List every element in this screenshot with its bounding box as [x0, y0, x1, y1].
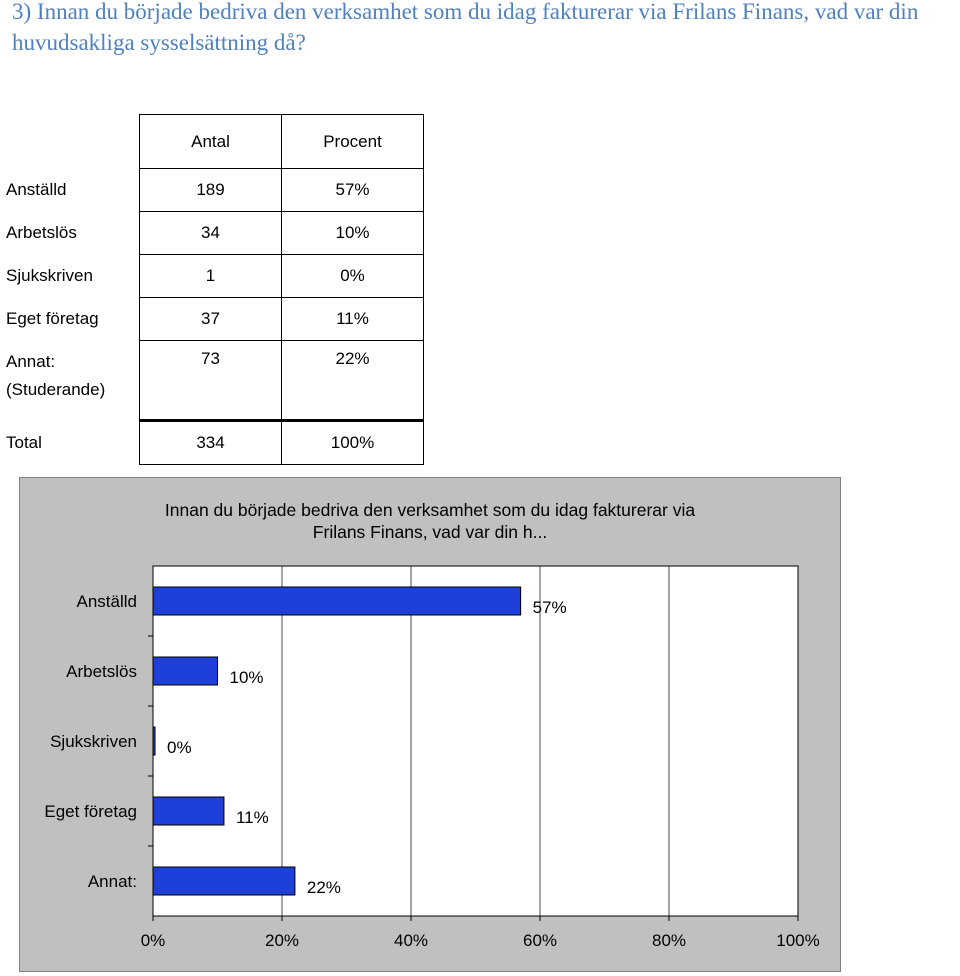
x-tick-label: 100%	[776, 931, 820, 950]
header-empty-cell	[6, 115, 140, 169]
row-label-line1: Annat:	[6, 351, 56, 371]
row-label: Anställd	[6, 169, 140, 212]
table-row	[6, 212, 424, 255]
row-label-line2: (Studerande)	[6, 379, 106, 399]
row-procent: 10%	[282, 212, 424, 255]
row-procent: 22%	[282, 341, 424, 421]
results-table	[6, 114, 424, 465]
table-row	[6, 255, 424, 298]
data-label: 11%	[235, 808, 269, 827]
data-label: 22%	[306, 878, 341, 897]
bar	[153, 867, 295, 895]
x-tick-label: 80%	[651, 931, 687, 950]
chart-svg	[20, 478, 840, 971]
category-label: Sjukskriven	[50, 732, 137, 751]
category-label: Eget företag	[44, 802, 137, 821]
category-label: Annat:	[87, 872, 137, 891]
row-procent: 0%	[282, 255, 424, 298]
table-total-row	[6, 421, 424, 465]
total-antal: 334	[140, 421, 282, 465]
data-label: 10%	[229, 668, 264, 687]
total-label: Total	[6, 421, 140, 465]
row-antal: 1	[140, 255, 282, 298]
data-label: 0%	[167, 738, 192, 757]
row-label: Sjukskriven	[6, 255, 140, 298]
table-row	[6, 169, 424, 212]
question-heading: 3) Innan du började bedriva den verksamhet som du idag fakturerar via Frilans Finans, vad var din huvudsakliga sysselsättning då?	[12, 0, 919, 55]
table-header-row	[6, 115, 424, 169]
plot-area	[153, 566, 798, 916]
row-procent: 57%	[282, 169, 424, 212]
row-antal: 34	[140, 212, 282, 255]
x-tick-label: 20%	[264, 931, 300, 950]
header-procent: Procent	[282, 115, 424, 169]
row-antal: 37	[140, 298, 282, 341]
row-label: Eget företag	[6, 298, 140, 341]
row-label	[6, 341, 140, 421]
row-label: Arbetslös	[6, 212, 140, 255]
chart-title-line2: Frilans Finans, vad var din h...	[312, 522, 548, 542]
bar	[153, 797, 224, 825]
table-row	[6, 298, 424, 341]
bar	[153, 587, 521, 615]
x-tick-label: 60%	[522, 931, 558, 950]
data-label: 57%	[532, 598, 567, 617]
bar-chart	[19, 477, 841, 972]
table-row	[6, 341, 424, 421]
total-procent: 100%	[282, 421, 424, 465]
bar	[153, 727, 155, 755]
x-tick-label: 40%	[393, 931, 429, 950]
row-antal: 189	[140, 169, 282, 212]
category-label: Arbetslös	[66, 662, 137, 681]
x-tick-label: 0%	[140, 931, 166, 950]
header-antal: Antal	[140, 115, 282, 169]
row-antal: 73	[140, 341, 282, 421]
chart-title-line1: Innan du började bedriva den verksamhet som du idag fakturerar via	[164, 500, 696, 520]
bar	[153, 657, 218, 685]
category-label: Anställd	[76, 592, 137, 611]
row-procent: 11%	[282, 298, 424, 341]
